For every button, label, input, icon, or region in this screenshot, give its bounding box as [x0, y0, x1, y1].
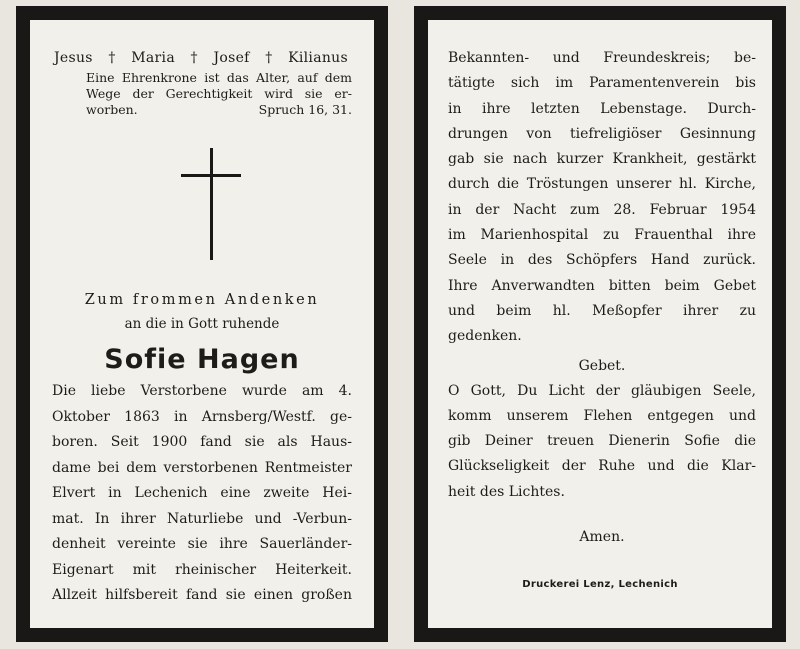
dagger-icon: † — [190, 50, 198, 66]
motto-line: Eine Ehrenkrone ist das Alter, auf dem — [86, 70, 352, 85]
text-line: boren. Seit 1900 fand sie als Haus- — [52, 434, 352, 450]
bible-reference: Spruch 16, 31. — [258, 102, 352, 117]
text-line: Die liebe Verstorbene wurde am 4. — [52, 383, 352, 399]
saint-name: Maria — [131, 50, 175, 66]
saint-name: Jesus — [54, 50, 93, 66]
text-line: Bekannten- und Freundeskreis; be- — [448, 50, 756, 66]
saint-name: Josef — [213, 50, 250, 66]
text-line: in ihre letzten Lebenstage. Durch- — [448, 100, 756, 117]
prayer-line: komm unserem Flehen entgegen und — [448, 407, 756, 424]
text-line: denheit vereinte sie ihre Sauerländer- — [52, 536, 352, 552]
text-line: gab sie nach kurzer Krankheit, gestärkt — [448, 151, 756, 168]
memorial-card-left-panel — [16, 6, 388, 642]
cross-horizontal-bar — [181, 174, 241, 177]
motto-line: Wege der Gerechtigkeit wird sie er- — [86, 86, 352, 101]
dagger-icon: † — [265, 50, 273, 66]
memorial-intro: an die in Gott ruhende — [124, 316, 280, 332]
prayer-text — [448, 379, 756, 505]
text-line: im Marienhospital zu Frauenthal ihre — [448, 227, 756, 244]
text-line: tätigte sich im Paramentenverein bis — [448, 75, 756, 92]
prayer-line: gib Deiner treuen Dienerin Sofie die — [448, 433, 756, 450]
text-line: gedenken. — [448, 328, 522, 345]
text-line: in der Nacht zum 28. Februar 1954 — [448, 201, 756, 218]
left-panel-content — [30, 20, 374, 628]
prayer-title: Gebet. — [578, 357, 626, 374]
text-line: dame bei dem verstorbenen Rentmeister — [52, 459, 352, 476]
text-line: Elvert in Lechenich eine zweite Hei- — [52, 485, 352, 501]
prayer-line: heit des Lichtes. — [448, 483, 565, 500]
text-line: drungen von tiefreligiöser Gesinnung — [448, 125, 756, 142]
text-line: mat. In ihrer Naturliebe und -Verbun- — [52, 510, 352, 527]
amen-text: Amen. — [579, 529, 625, 546]
printer-credit: Druckerei Lenz, Lechenich — [522, 579, 678, 590]
text-line: und beim hl. Meßopfer ihrer zu — [448, 302, 756, 319]
biography-text — [52, 379, 352, 609]
dagger-icon: † — [108, 50, 116, 66]
right-panel-content — [428, 20, 772, 628]
saints-line — [52, 50, 352, 66]
text-line: Allzeit hilfsbereit fand sie einen großen — [52, 587, 352, 603]
text-line: Seele in des Schöpfers Hand zurück. — [448, 252, 756, 269]
memorial-card-right-panel — [414, 6, 786, 642]
deceased-name: Sofie Hagen — [104, 344, 300, 375]
biography-continued — [448, 46, 756, 350]
memorial-heading: Zum frommen Andenken — [84, 292, 320, 308]
saint-name: Kilianus — [288, 50, 348, 66]
motto-last-line — [86, 102, 352, 118]
cross-icon — [52, 118, 352, 288]
text-line: durch die Tröstungen unserer hl. Kirche, — [448, 176, 756, 193]
cross-vertical-bar — [210, 148, 213, 260]
text-line: Eigenart mit rheinischer Heiterkeit. — [52, 561, 352, 578]
text-line: Ihre Anverwandten bitten beim Gebet — [448, 277, 756, 294]
motto-end: worben. — [86, 102, 138, 117]
prayer-line: Glückseligkeit der Ruhe und die Klar- — [448, 458, 756, 475]
text-line: Oktober 1863 in Arnsberg/Westf. ge- — [52, 408, 352, 425]
prayer-line: O Gott, Du Licht der gläubigen Seele, — [448, 382, 756, 399]
